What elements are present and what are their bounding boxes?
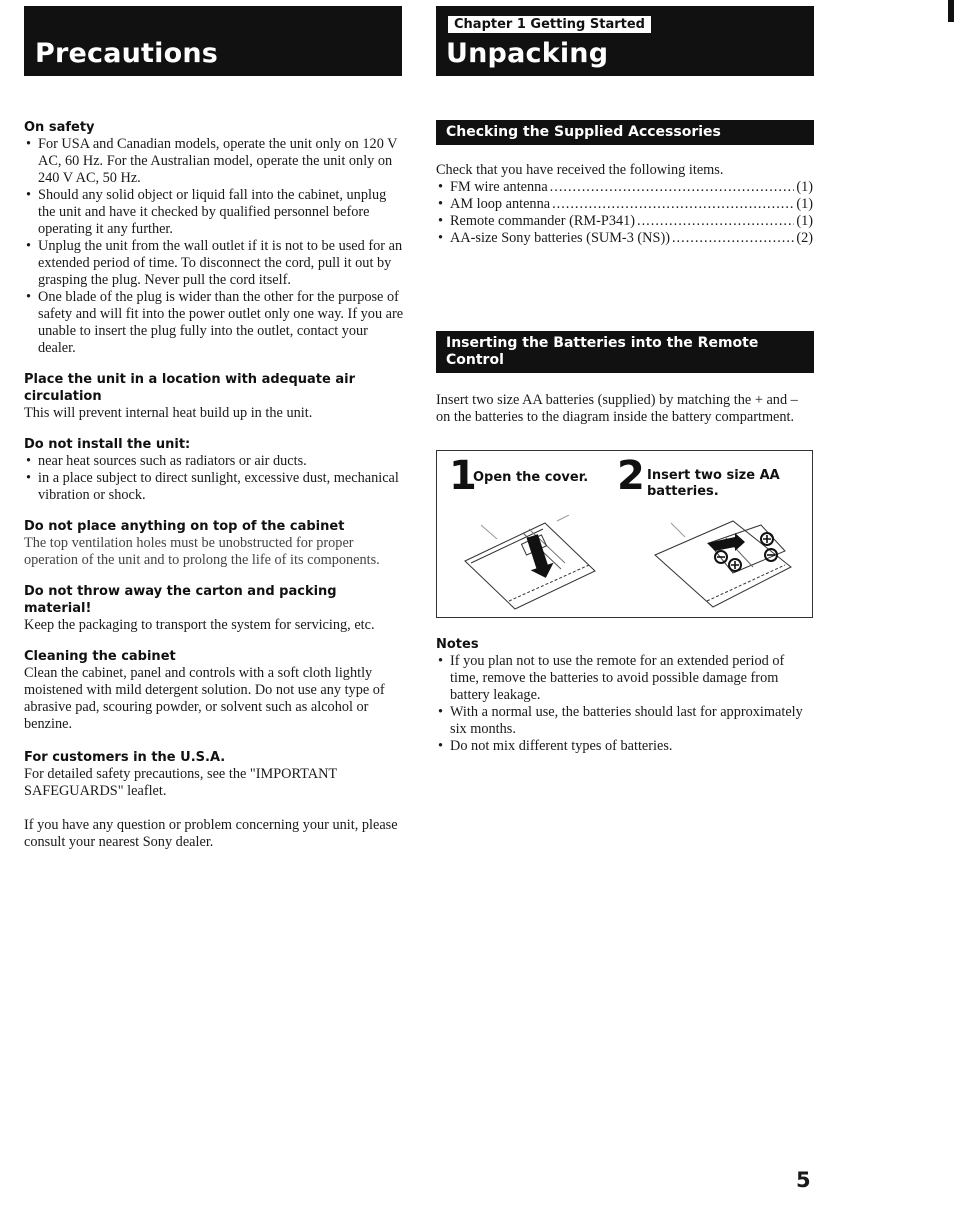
bullet: • xyxy=(438,213,444,229)
bullet: • xyxy=(438,230,444,246)
list-item: • One blade of the plug is wider than the other for the purpose of safety and will fit into the power outlet only one way. If you are unable to insert the plug fully into the outlet, contact your dealer. xyxy=(24,289,404,357)
insert-arrow-icon xyxy=(707,533,745,551)
do-not-install-heading: Do not install the unit: xyxy=(24,437,191,452)
step-2-number: 2 xyxy=(617,453,645,499)
accessory-qty: (1) xyxy=(796,179,813,195)
precautions-title: Precautions xyxy=(35,38,219,69)
accessory-name: Remote commander (RM-P341) xyxy=(450,213,636,229)
step-1-text: Open the cover. xyxy=(473,470,589,485)
batteries-heading: Inserting the Batteries into the Remote Control xyxy=(446,335,759,368)
leader-dots xyxy=(637,213,794,230)
carton-section xyxy=(24,583,404,634)
list-item: • Unplug the unit from the wall outlet if it is not to be used for an extended period of time. To disconnect the cord, pull it out by grasping the plug. Never pull the cord itself. xyxy=(24,238,404,289)
accessories-section xyxy=(436,162,813,247)
list-item: • Do not mix different types of batteries. xyxy=(436,738,814,755)
carton-heading: Do not throw away the carton and packing material! xyxy=(24,584,337,616)
do-not-install-section xyxy=(24,436,404,504)
precautions-banner xyxy=(24,6,402,76)
down-arrow-icon xyxy=(521,532,557,581)
carton-text: Keep the packaging to transport the system for servicing, etc. xyxy=(24,617,375,633)
list-item xyxy=(436,230,813,247)
batteries-intro: Insert two size AA batteries (supplied) by matching the + and – on the batteries to the diagram inside the battery compartment. xyxy=(436,392,798,425)
list-item: • Should any solid object or liquid fall into the cabinet, unplug the unit and have it checked by qualified personnel before operating it any further. xyxy=(24,187,404,238)
usa-heading: For customers in the U.S.A. xyxy=(24,750,226,765)
list-item xyxy=(436,213,813,230)
step-2-text: Insert two size AA batteries. xyxy=(647,468,780,499)
cleaning-heading: Cleaning the cabinet xyxy=(24,649,176,664)
remote-open-cover-illustration xyxy=(457,515,607,611)
accessory-name: AA-size Sony batteries (SUM-3 (NS)) xyxy=(450,230,670,246)
on-safety-section xyxy=(24,119,404,357)
precautions-column xyxy=(24,119,404,851)
unpacking-title: Unpacking xyxy=(446,38,609,69)
do-not-place-section xyxy=(24,518,404,569)
unpacking-banner xyxy=(436,6,814,76)
list-item: • For USA and Canadian models, operate the unit only on 120 V AC, 60 Hz. For the Australian model, operate the unit only on 240 V AC, 50 Hz. xyxy=(24,136,404,187)
accessories-list xyxy=(436,179,813,247)
page-edge-marker xyxy=(948,0,954,22)
notes-heading: Notes xyxy=(436,637,479,652)
on-safety-list xyxy=(24,136,404,357)
on-safety-heading: On safety xyxy=(24,120,95,135)
closing-text: If you have any question or problem concerning your unit, please consult your nearest Sony dealer. xyxy=(24,817,398,850)
do-not-place-text: The top ventilation holes must be unobstructed for proper operation of the unit and to prolong the life of its components. xyxy=(24,535,380,568)
leader-dots xyxy=(552,196,794,213)
bullet: • xyxy=(438,196,444,212)
accessories-heading: Checking the Supplied Accessories xyxy=(446,124,721,140)
batteries-heading-bar xyxy=(436,331,814,373)
list-item xyxy=(436,196,813,213)
air-circulation-text: This will prevent internal heat build up in the unit. xyxy=(24,405,313,421)
leader-dots xyxy=(672,230,794,247)
accessory-name: FM wire antenna xyxy=(450,179,548,195)
accessories-heading-bar xyxy=(436,120,814,145)
list-item xyxy=(436,179,813,196)
battery-diagram xyxy=(436,450,813,618)
list-item: • near heat sources such as radiators or air ducts. xyxy=(24,453,404,470)
remote-insert-batteries-illustration xyxy=(649,515,799,611)
notes-section xyxy=(436,636,814,755)
step-1-number: 1 xyxy=(449,453,477,499)
list-item: • With a normal use, the batteries should last for approximately six months. xyxy=(436,704,814,738)
accessories-intro: Check that you have received the following items. xyxy=(436,162,724,178)
page-number: 5 xyxy=(796,1168,811,1192)
bullet: • xyxy=(438,179,444,195)
usa-section xyxy=(24,749,404,851)
list-item: • in a place subject to direct sunlight, excessive dust, mechanical vibration or shock. xyxy=(24,470,404,504)
do-not-install-list xyxy=(24,453,404,504)
air-circulation-section xyxy=(24,371,404,422)
usa-text: For detailed safety precautions, see the "IMPORTANT SAFEGUARDS" leaflet. xyxy=(24,766,337,799)
list-item: • If you plan not to use the remote for an extended period of time, remove the batteries to avoid possible damage from battery leakage. xyxy=(436,653,814,704)
cleaning-section xyxy=(24,648,404,733)
accessory-name: AM loop antenna xyxy=(450,196,551,212)
chapter-tag: Chapter 1 Getting Started xyxy=(446,14,653,35)
notes-list xyxy=(436,653,814,755)
accessory-qty: (1) xyxy=(796,213,813,229)
cleaning-text: Clean the cabinet, panel and controls with a soft cloth lightly moistened with mild detergent solution. Do not use any type of abrasive pad, scouring powder, or solvent such as alcohol or benzine. xyxy=(24,665,385,732)
accessory-qty: (2) xyxy=(796,230,813,246)
do-not-place-heading: Do not place anything on top of the cabinet xyxy=(24,519,345,534)
leader-dots xyxy=(550,179,795,196)
accessory-qty: (1) xyxy=(796,196,813,212)
air-circulation-heading: Place the unit in a location with adequate air circulation xyxy=(24,372,355,404)
